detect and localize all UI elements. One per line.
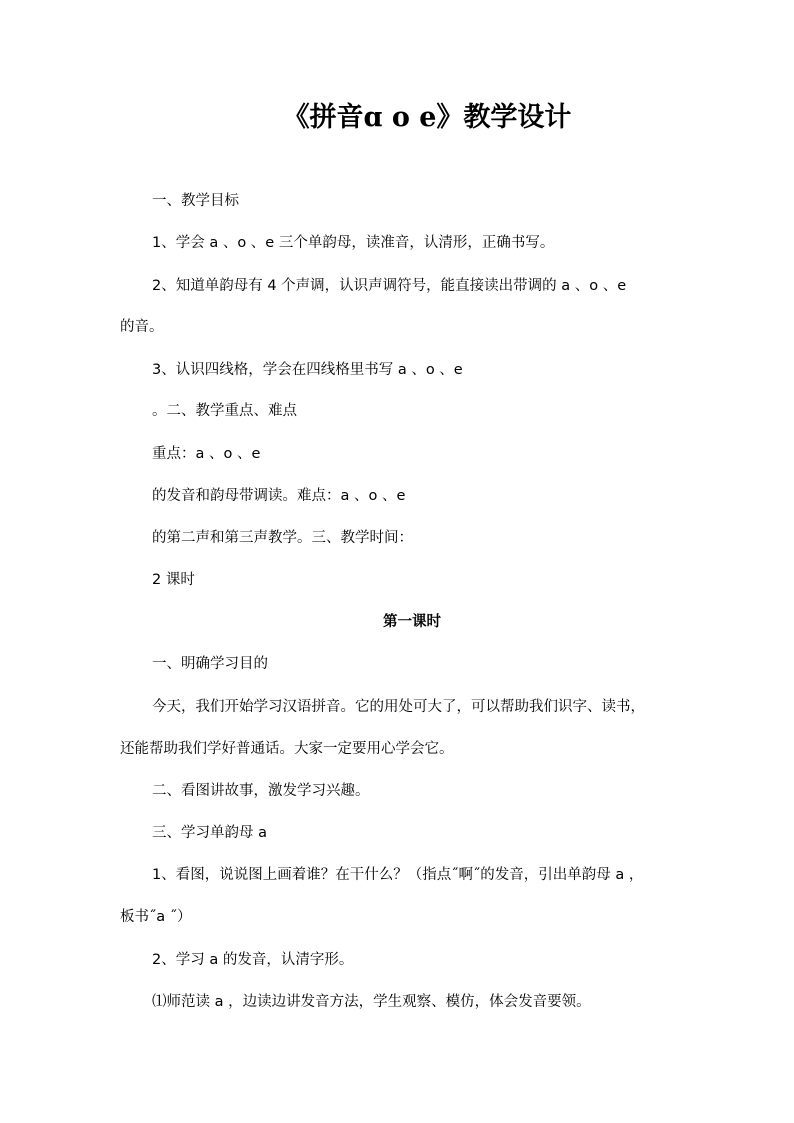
paragraph-line: 1、学会 a 、o 、e 三个单韵母，读准音，认清形，正确书写。: [152, 235, 555, 251]
section-heading: 一、明确学习目的: [152, 656, 268, 672]
paragraph-line: ⑴师范读 a ，边读边讲发音方法，学生观察、模仿，体会发音要领。: [152, 994, 591, 1010]
section-heading-key-points: 。二、教学重点、难点: [152, 403, 297, 419]
paragraph-line: 板书˝a ˝）: [120, 909, 192, 925]
paragraph-line: 1、看图，说说图上画着谁？在干什么？（指点˝啊˝的发音，引出单韵母 a ，: [152, 867, 644, 883]
paragraph-line: 的第二声和第三声教学。三、教学时间：: [152, 530, 413, 546]
paragraph-line: 的音。: [120, 319, 164, 335]
paragraph-line: 3、认识四线格，学会在四线格里书写 a 、o 、e: [152, 362, 463, 378]
paragraph-line: 今天，我们开始学习汉语拼音。它的用处可大了，可以帮助我们识字、读书，: [152, 699, 645, 715]
paragraph-line: 重点：a 、o 、e: [152, 446, 261, 462]
document-title: 《拼音ɑ o e》教学设计: [282, 102, 572, 133]
paragraph-line: 还能帮助我们学好普通话。大家一定要用心学会它。: [120, 741, 454, 757]
paragraph-line: 2 课时: [152, 572, 195, 588]
paragraph-line: 的发音和韵母带调读。难点：a 、o 、e: [152, 488, 406, 504]
section-heading-objectives: 一、教学目标: [152, 193, 239, 209]
lesson-heading: 第一课时: [383, 614, 441, 630]
section-heading: 二、看图讲故事，激发学习兴趣。: [152, 783, 370, 799]
section-heading: 三、学习单韵母 a: [152, 825, 267, 841]
paragraph-line: 2、知道单韵母有 4 个声调，认识声调符号，能直接读出带调的 a 、o 、e: [152, 278, 627, 294]
paragraph-line: 2、学习 a 的发音，认清字形。: [152, 952, 354, 968]
